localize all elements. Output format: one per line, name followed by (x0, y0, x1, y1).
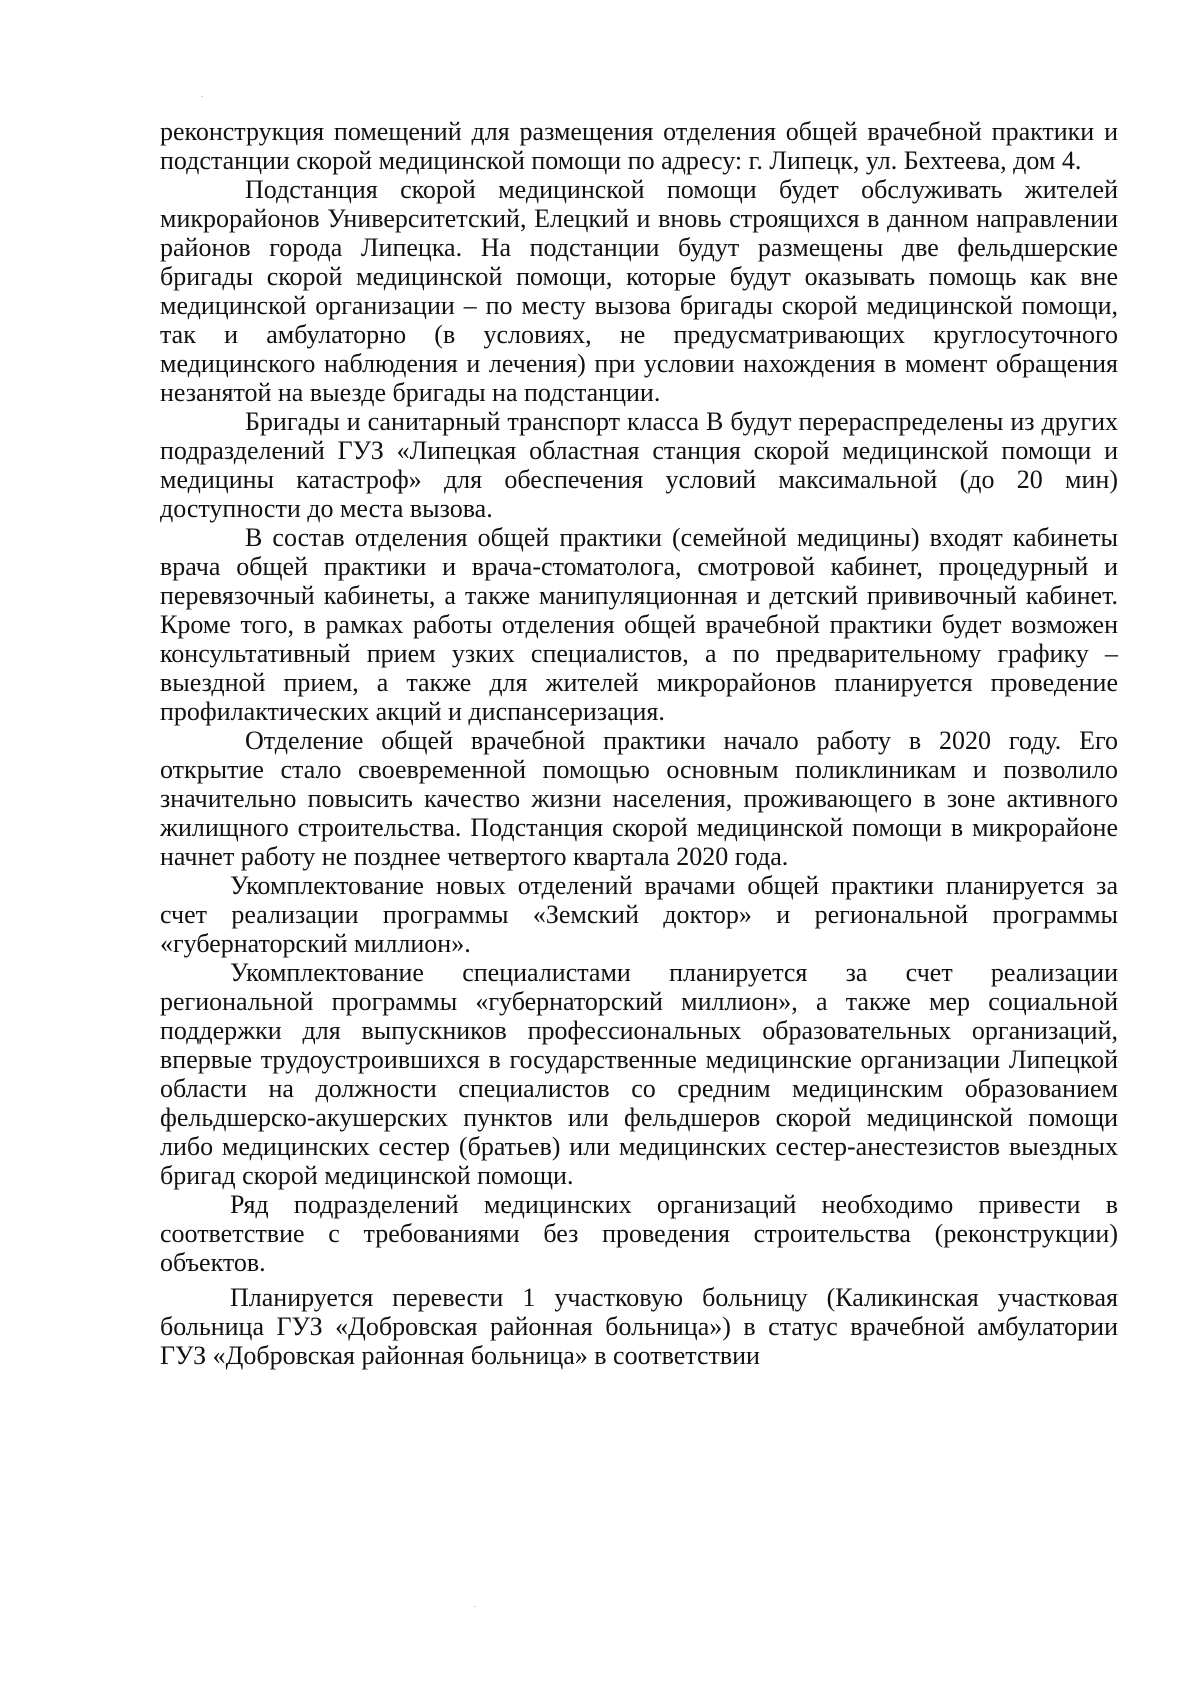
paragraph: Укомплектование новых отделений врачами общей практики планируется за счет реализации программы «Земский доктор» и региональной программы «губернаторский миллион». (160, 871, 1118, 958)
paragraph: Ряд подразделений медицинских организаций необходимо привести в соответствие с требованиями без проведения строительства (реконструкции) объектов. (160, 1190, 1118, 1277)
paragraph: Бригады и санитарный транспорт класса В будут перераспределены из других подразделений ГУЗ «Липецкая областная станция скорой медицинской помощи и медицины катастроф» для обеспечения условий максимальной (до 20 мин) доступности до места вызова. (160, 407, 1118, 523)
scan-speck (201, 96, 203, 97)
document-body (160, 117, 1118, 1370)
paragraph: реконструкция помещений для размещения отделения общей врачебной практики и подстанции скорой медицинской помощи по адресу: г. Липецк, ул. Бехтеева, дом 4. (160, 117, 1118, 175)
paragraph: Подстанция скорой медицинской помощи будет обслуживать жителей микрорайонов Университетский, Елецкий и вновь строящихся в данном направлении районов города Липецка. На подстанции будут размещены две фельдшерские бригады скорой медицинской помощи, которые будут оказывать помощь как вне медицинской организации – по месту вызова бригады скорой медицинской помощи, так и амбулаторно (в условиях, не предусматривающих круглосуточного медицинского наблюдения и лечения) при условии нахождения в момент обращения незанятой на выезде бригады на подстанции. (160, 175, 1118, 407)
paragraph: Планируется перевести 1 участковую больницу (Каликинская участковая больница ГУЗ «Добровская районная больница») в статус врачебной амбулатории ГУЗ «Добровская районная больница» в соответствии (160, 1283, 1118, 1370)
paragraph: Укомплектование специалистами планируется за счет реализации региональной программы «губернаторский миллион», а также мер социальной поддержки для выпускников профессиональных образовательных организаций, впервые трудоустроившихся в государственные медицинские организации Липецкой области на должности специалистов со средним медицинским образованием фельдшерско-акушерских пунктов или фельдшеров скорой медицинской помощи либо медицинских сестер (братьев) или медицинских сестер-анестезистов выездных бригад скорой медицинской помощи. (160, 958, 1118, 1190)
paragraph: В состав отделения общей практики (семейной медицины) входят кабинеты врача общей практики и врача-стоматолога, смотровой кабинет, процедурный и перевязочный кабинеты, а также манипуляционная и детский прививочный кабинет. Кроме того, в рамках работы отделения общей врачебной практики будет возможен консультативный прием узких специалистов, а по предварительному графику – выездной прием, а также для жителей микрорайонов планируется проведение профилактических акций и диспансеризация. (160, 523, 1118, 726)
paragraph: Отделение общей врачебной практики начало работу в 2020 году. Его открытие стало своевременной помощью основным поликлиникам и позволило значительно повысить качество жизни населения, проживающего в зоне активного жилищного строительства. Подстанция скорой медицинской помощи в микрорайоне начнет работу не позднее четвертого квартала 2020 года. (160, 726, 1118, 871)
scan-speck (474, 1606, 476, 1607)
